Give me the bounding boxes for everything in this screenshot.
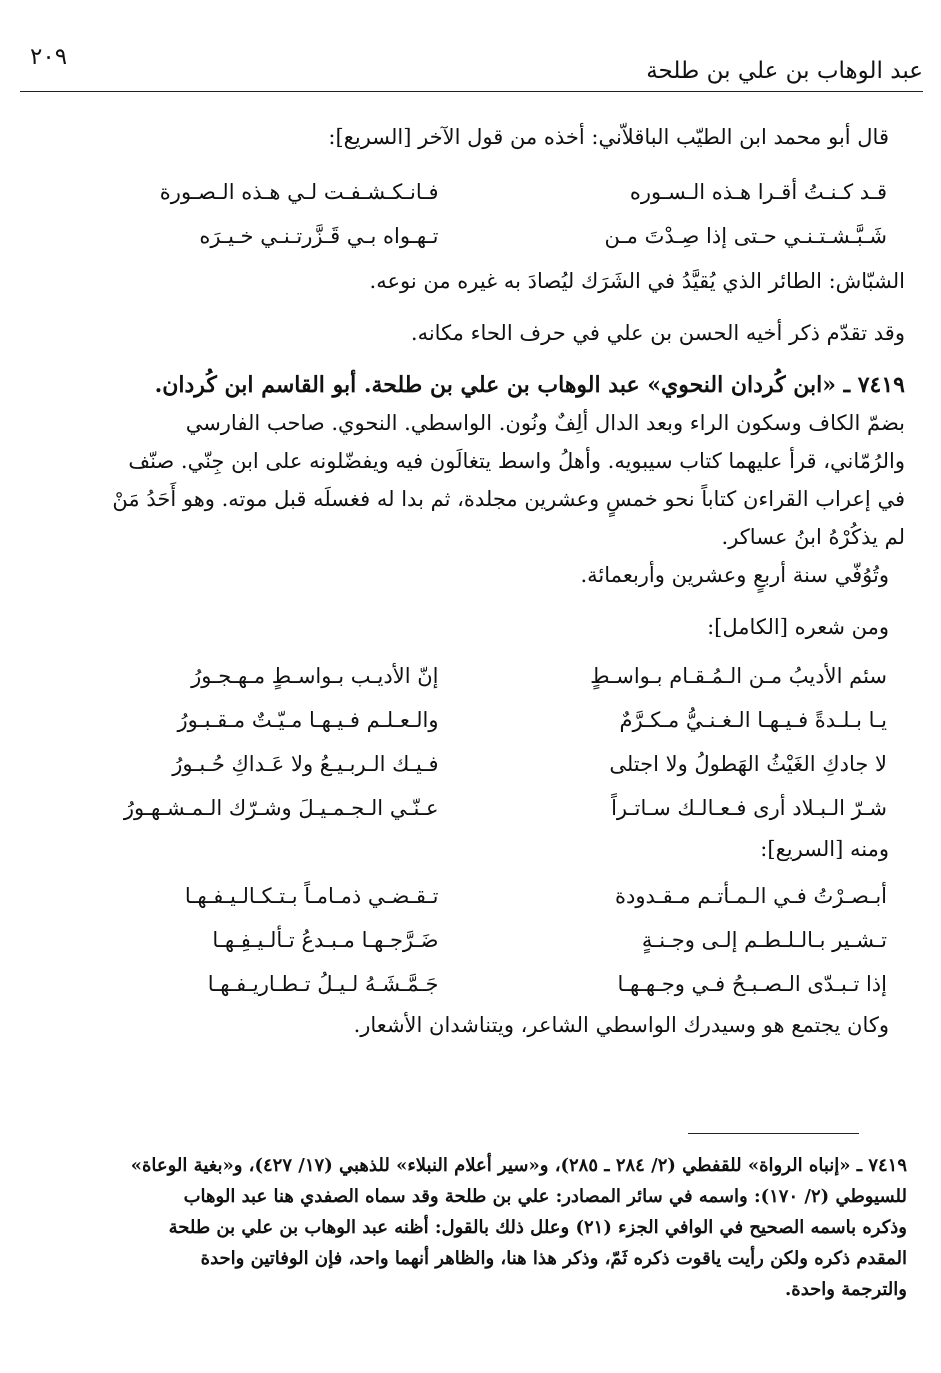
verse-first-hemistich: تـشـير بـالـلـطـم إلـى وجـنـةٍ bbox=[641, 928, 887, 952]
verse-first-hemistich: يـا بـلـدةً فـيـهـا الـغـنـيُّ مـكـرَّمٌ bbox=[619, 708, 887, 732]
intro-line: قال أبو محمد ابن الطيّب الباقلاّني: أخذه من قول الآخر [السريع]: bbox=[328, 125, 889, 149]
poem-3 bbox=[32, 874, 905, 1006]
footnote-line: وذكره باسمه الصحيح في الوافي الجزء (٢١) وعلل ذلك بالقول: أظنه عبد الوهاب بن علي بن طلحة bbox=[168, 1217, 907, 1238]
poem-1 bbox=[32, 170, 905, 258]
footnote-line: ٧٤١٩ ـ «إنباه الرواة» للقفطي (٢/ ٢٨٤ ـ ٢٨٥)، و«سير أعلام النبلاء» للذهبي (١٧/ ٤٢٧)، و«بغية الوعاة» bbox=[130, 1155, 907, 1176]
footnote-line: للسيوطي (٢/ ١٧٠): واسمه في سائر المصادر: علي بن طلحة وقد سماه الصفدي هنا عبد الوهاب bbox=[183, 1186, 907, 1207]
verse-line bbox=[32, 786, 905, 830]
verse-second-hemistich: تـهـواه بـي قَـزَّرتـنـي خـيـرَه bbox=[199, 224, 439, 248]
entry-text-line: بضمّ الكاف وسكون الراء وبعد الدال ألِفٌ ونُون. الواسطي. النحوي. صاحب الفارسي bbox=[185, 411, 905, 435]
page-header bbox=[20, 44, 923, 92]
verse-first-hemistich: إذا تـبـدّى الـصـبـحُ فـي وجـهـهـا bbox=[617, 972, 887, 996]
verse-second-hemistich: والـعـلـم فـيـهـا مـيّـتٌ مـقـبـورُ bbox=[177, 708, 439, 732]
verse-first-hemistich: شـرّ الـبـلاد أرى فـعـالـك سـاتـراً bbox=[611, 796, 887, 820]
poem-2 bbox=[32, 654, 905, 830]
verse-first-hemistich: سئم الأديبُ مـن الـمُـقـام بـواسـطٍ bbox=[590, 664, 887, 688]
footnote-line: والترجمة واحدة. bbox=[785, 1279, 907, 1300]
verse-second-hemistich: فـانـكـشـفـت لـي هـذه الـصـورة bbox=[159, 180, 439, 204]
verse-second-hemistich: إنّ الأديـب بـواسـطٍ مـهـجـورُ bbox=[191, 664, 439, 688]
poem-3-intro: ومنه [السريع]: bbox=[760, 837, 889, 861]
footnote bbox=[36, 1150, 907, 1305]
page-number: ٢٠٩ bbox=[30, 44, 68, 70]
entry-heading bbox=[32, 366, 905, 404]
verse-second-hemistich: عـنّـي الـجـمـيـلَ وشـرّك الـمـشـهـورُ bbox=[123, 796, 439, 820]
verse-line bbox=[32, 654, 905, 698]
cross-reference-line: وقد تقدّم ذكر أخيه الحسن بن علي في حرف الحاء مكانه. bbox=[410, 321, 905, 345]
verse-line bbox=[32, 214, 905, 258]
verse-first-hemistich: قـد كـنـتُ أقـرا هـذه الـسـوره bbox=[629, 180, 887, 204]
verse-second-hemistich: ضَـرَّجـهـا مـبـدعُ تـألـيـفِـهـا bbox=[212, 928, 439, 952]
closing-line: وكان يجتمع هو وسيدرك الواسطي الشاعر، ويتناشدان الأشعار. bbox=[353, 1013, 889, 1037]
running-title: عبد الوهاب بن علي بن طلحة bbox=[646, 58, 923, 84]
verse-second-hemistich: فـيـك الـربـيـعُ ولا عَـداكِ حُـبـورُ bbox=[172, 752, 439, 776]
verse-line bbox=[32, 742, 905, 786]
verse-line bbox=[32, 698, 905, 742]
entry-number: ٧٤١٩ ـ bbox=[835, 372, 905, 398]
poem-2-intro: ومن شعره [الكامل]: bbox=[707, 615, 889, 639]
footnote-line: المقدم ذكره ولكن رأيت ياقوت ذكره ثَمّ، وذكر هذا هنا، والظاهر أنهما واحد، فإن الوفاتين واحدة bbox=[200, 1248, 907, 1269]
gloss-line: الشبّاش: الطائر الذي يُقيَّدُ في الشَرَك ليُصادَ به غيره من نوعه. bbox=[369, 269, 905, 293]
entry-title: «ابن كُردان النحوي» عبد الوهاب بن علي بن طلحة. أبو القاسم ابن كُردان. bbox=[154, 372, 836, 398]
verse-line bbox=[32, 874, 905, 918]
death-date-line: وتُوُفّي سنة أربعٍ وعشرين وأربعمائة. bbox=[580, 563, 889, 587]
main-text bbox=[32, 118, 905, 1044]
entry-text-line: والرُمّاني، قرأ عليهما كتاب سيبويه. وأهلُ واسط يتغالَون فيه ويفضّلونه على ابن جِنّي. صنّف bbox=[128, 449, 905, 473]
entry-text-line: في إعراب القراءن كتاباً نحو خمسٍ وعشرين مجلدة، ثم بدا له فغسلَه قبل موته. وهو أَحَدُ مَنْ bbox=[112, 487, 905, 511]
footnote-rule bbox=[688, 1133, 859, 1134]
verse-first-hemistich: لا جادكِ الغَيْثُ الهَطولُ ولا اجتلى bbox=[609, 752, 887, 776]
entry-text-line: لم يذكُرْهُ ابنُ عساكر. bbox=[721, 525, 905, 549]
verse-first-hemistich: أبـصـرْتُ فـي الـمـأتـم مـقـدودة bbox=[614, 884, 887, 908]
verse-second-hemistich: جَـمَّـشَـهُ لـيـلُ تـطـاريـفـهـا bbox=[207, 972, 439, 996]
verse-first-hemistich: شَـبَّـشـتـنـي حـتى إذا صِـدْتَ مـن bbox=[604, 224, 887, 248]
verse-second-hemistich: تـقـضـي ذمـامـاً بـتـكـالـيـفـهـا bbox=[184, 884, 439, 908]
header-rule bbox=[20, 91, 923, 92]
verse-line bbox=[32, 918, 905, 962]
verse-line bbox=[32, 962, 905, 1006]
verse-line bbox=[32, 170, 905, 214]
